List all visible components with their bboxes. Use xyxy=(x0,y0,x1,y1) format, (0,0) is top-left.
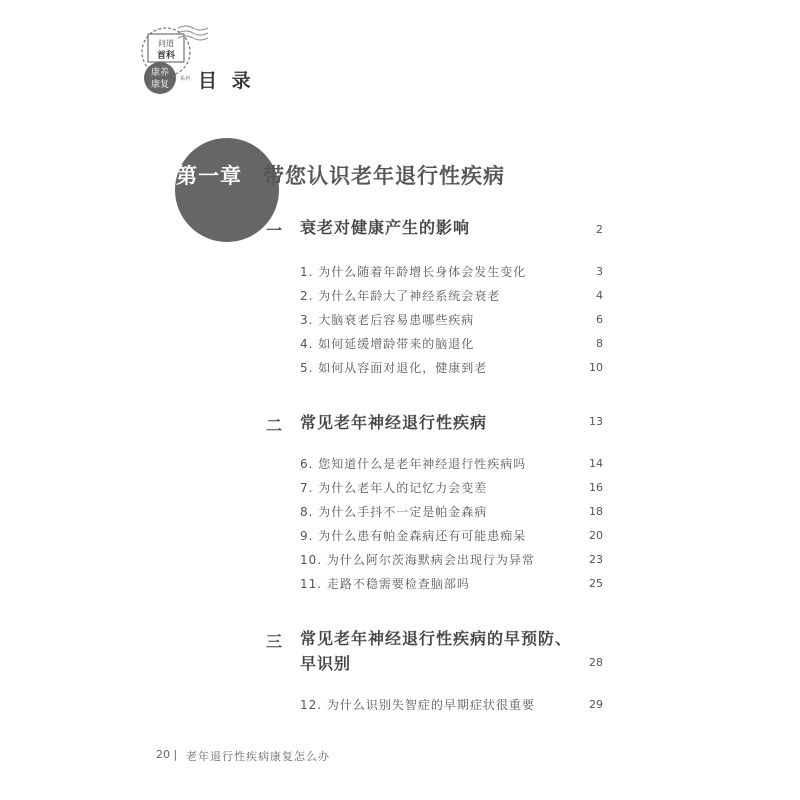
toc-entry[interactable]: 7. 为什么老年人的记忆力会变差 xyxy=(300,481,488,495)
section-page-number: 13 xyxy=(589,415,603,428)
section-number: 三 xyxy=(266,632,283,651)
footer-book-title: 老年退行性疾病康复怎么办 xyxy=(186,750,330,763)
toc-entry-page: 8 xyxy=(596,337,603,350)
chapter-title: 带您认识老年退行性疾病 xyxy=(263,164,505,188)
section-title-line1: 常见老年神经退行性疾病的早预防、 xyxy=(300,629,573,648)
footer-page-number: 20 | xyxy=(156,748,178,761)
section-title: 常见老年神经退行性疾病 xyxy=(300,413,488,432)
toc-entry[interactable]: 5. 如何从容面对退化，健康到老 xyxy=(300,361,488,375)
logo-top-text: 问道 xyxy=(158,39,174,48)
toc-entry-page: 6 xyxy=(596,313,603,326)
toc-entry[interactable]: 6. 您知道什么是老年神经退行性疾病吗 xyxy=(300,457,527,471)
toc-entry-page: 14 xyxy=(589,457,603,470)
section-page-number: 2 xyxy=(596,223,603,236)
toc-entry[interactable]: 4. 如何延缓增龄带来的脑退化 xyxy=(300,337,475,351)
toc-entry-page: 3 xyxy=(596,265,603,278)
toc-entry-page: 10 xyxy=(589,361,603,374)
toc-entry[interactable]: 8. 为什么手抖不一定是帕金森病 xyxy=(300,505,488,519)
toc-entry-page: 23 xyxy=(589,553,603,566)
toc-entry[interactable]: 3. 大脑衰老后容易患哪些疾病 xyxy=(300,313,475,327)
toc-entry[interactable]: 1. 为什么随着年龄增长身体会发生变化 xyxy=(300,265,527,279)
toc-entry[interactable]: 2. 为什么年龄大了神经系统会衰老 xyxy=(300,289,501,303)
toc-entry[interactable]: 12. 为什么识别失智症的早期症状很重要 xyxy=(300,698,535,712)
toc-entry-page: 4 xyxy=(596,289,603,302)
postmark-lines-icon xyxy=(178,24,208,42)
logo-badge-text: 首科 xyxy=(156,51,176,61)
section-number: 二 xyxy=(266,416,283,435)
section-page-number: 28 xyxy=(589,656,603,669)
toc-entry-page: 25 xyxy=(589,577,603,590)
logo-label-line2: 康复 xyxy=(150,80,170,90)
toc-entry[interactable]: 9. 为什么患有帕金森病还有可能患痴呆 xyxy=(300,529,527,543)
toc-entry-page: 29 xyxy=(589,698,603,711)
chapter-number: 第一章 xyxy=(176,164,242,188)
page-heading: 目 录 xyxy=(198,70,255,92)
section-title: 衰老对健康产生的影响 xyxy=(300,218,471,237)
section-title-line2: 早识别 xyxy=(300,654,352,673)
toc-entry-page: 20 xyxy=(589,529,603,542)
logo-side-text: 系列 xyxy=(180,76,191,82)
toc-entry[interactable]: 10. 为什么阿尔茨海默病会出现行为异常 xyxy=(300,553,535,567)
logo-label-line1: 康养 xyxy=(150,68,170,78)
toc-entry-page: 18 xyxy=(589,505,603,518)
toc-entry[interactable]: 11. 走路不稳需要检查脑部吗 xyxy=(300,577,470,591)
toc-entry-page: 16 xyxy=(589,481,603,494)
section-number: 一 xyxy=(266,221,283,240)
